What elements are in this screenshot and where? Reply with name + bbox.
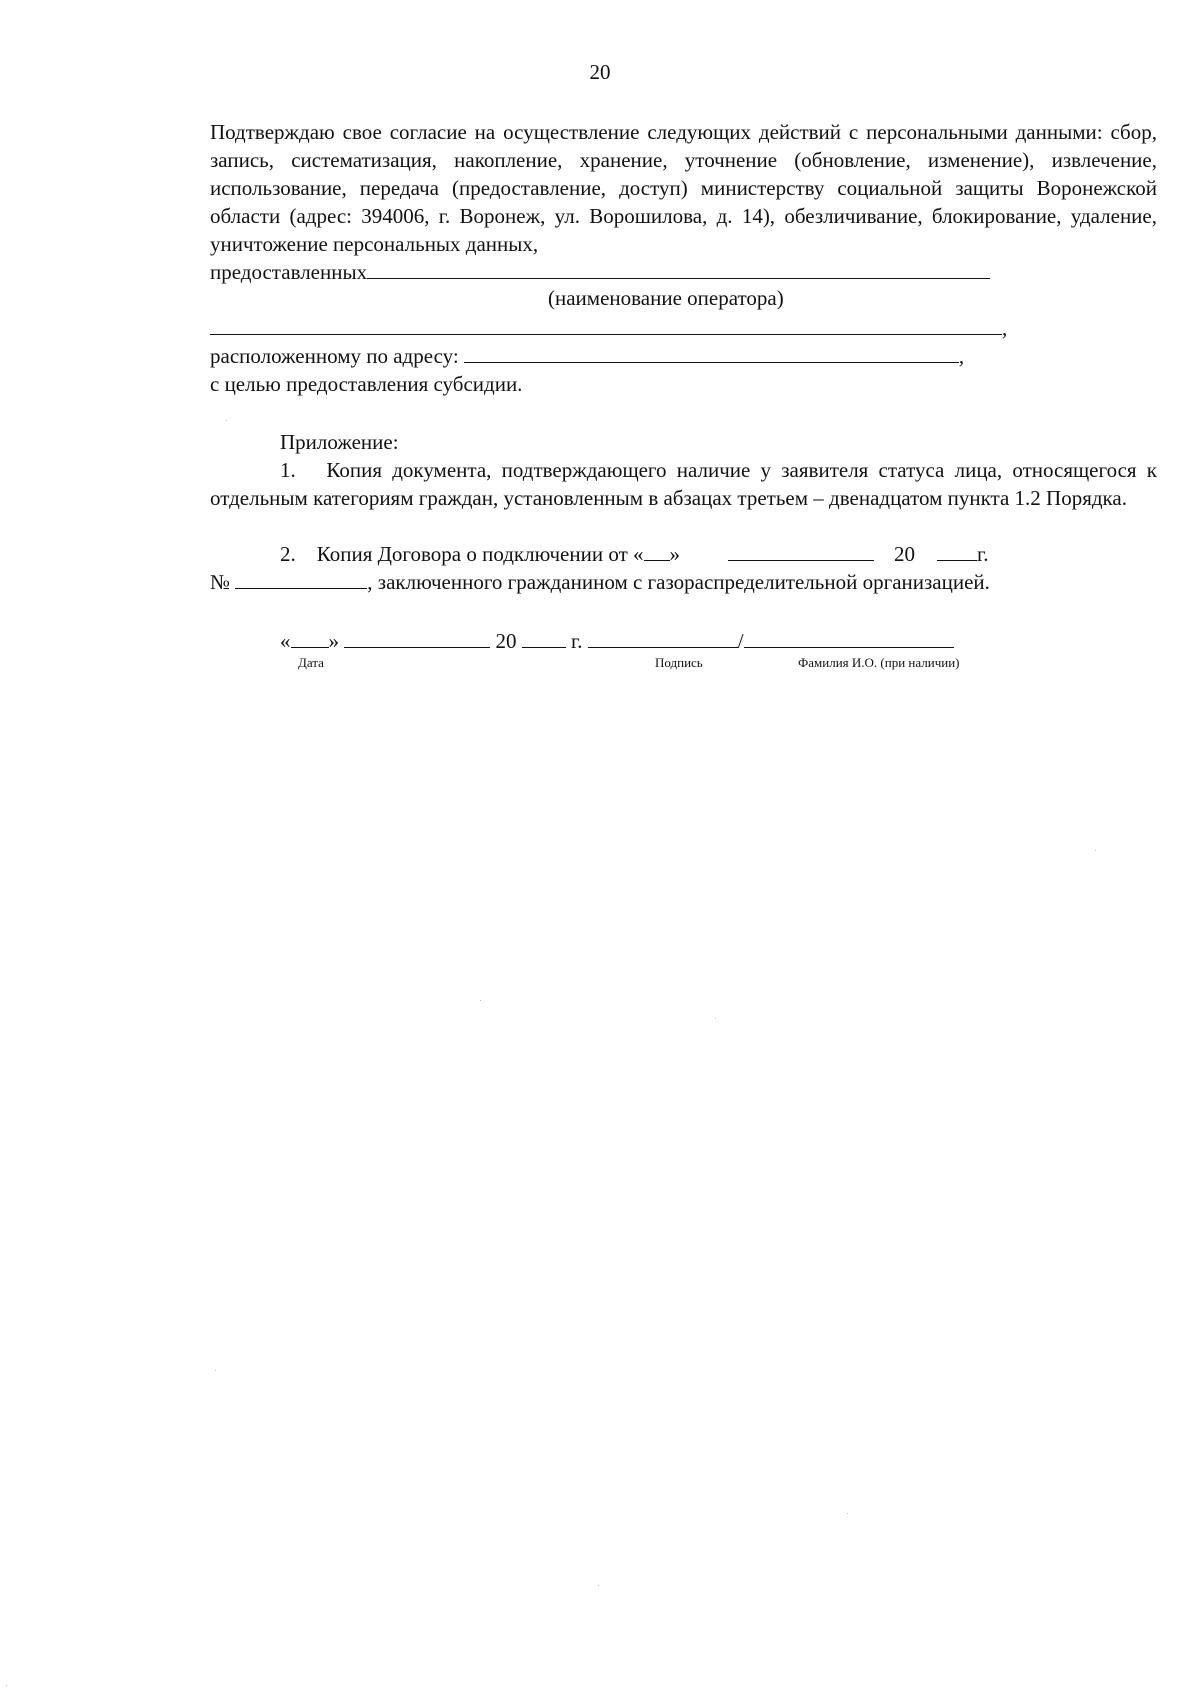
signature-blank[interactable] <box>588 627 738 648</box>
scan-speck <box>1095 850 1096 851</box>
date-label: Дата <box>298 655 324 670</box>
scan-speck <box>215 1370 216 1371</box>
item-number: 1. <box>280 458 296 482</box>
address-blank[interactable] <box>464 342 959 363</box>
attachment-item-2-line2 <box>210 568 1157 596</box>
contract-text: , заключенного гражданином с газораспределительной организацией. <box>367 570 990 594</box>
slash: / <box>737 629 744 653</box>
address-line <box>210 342 1157 370</box>
scan-speck <box>6 1685 7 1686</box>
close-quote: » <box>669 542 680 566</box>
close-quote: » <box>328 629 339 653</box>
scan-speck <box>598 1585 599 1586</box>
sign-month-blank[interactable] <box>344 627 490 648</box>
scan-speck <box>847 1513 848 1514</box>
purpose-line: с целью предоставления субсидии. <box>210 372 523 396</box>
sign-year-blank[interactable] <box>522 627 566 648</box>
provided-label: предоставленных <box>210 260 368 284</box>
year-prefix: 20 <box>495 629 517 653</box>
year-suffix: г. <box>977 542 989 566</box>
operator-name-continuation-blank[interactable] <box>210 314 1002 335</box>
comma: , <box>1002 316 1008 340</box>
signature-label: Подпись <box>655 655 703 670</box>
address-label: расположенному по адресу: <box>210 344 459 368</box>
scan-speck <box>226 420 227 421</box>
item-text: Копия документа, подтверждающего наличие у заявителя статуса лица, относящегося к отдельным категориям граждан, установленным в абзацах третьем – двенадцатом пункта 1.2 Порядка. <box>210 458 1158 510</box>
contract-number-blank[interactable] <box>235 568 367 589</box>
scan-speck <box>480 1000 481 1001</box>
contract-day-blank[interactable] <box>644 540 670 561</box>
scan-speck <box>715 1018 716 1019</box>
operator-name-blank[interactable] <box>367 258 990 279</box>
operator-continuation-line <box>210 314 1157 342</box>
number-sign: № <box>210 570 231 594</box>
year-prefix: 20 <box>894 542 915 566</box>
consent-paragraph: Подтверждаю свое согласие на осуществление следующих действий с персональными данными: сбор, запись, систематизация, накопление, хранение, уточнение (обновление, изменение), извлечение, использование, передача (предоставление, доступ) министерству социальной защиты Воронежской области (адрес: 394006, г. Воронеж, ул. Ворошилова, д. 14), обезличивание, блокирование, удаление, уничтожение персональных данных, <box>210 120 1157 256</box>
comma: , <box>958 344 965 368</box>
attachment-item-2-line1 <box>210 540 1157 568</box>
provided-line <box>210 258 1157 286</box>
signature-line <box>280 627 1000 655</box>
full-name-label: Фамилия И.О. (при наличии) <box>798 655 960 670</box>
contract-month-blank[interactable] <box>728 540 874 561</box>
item-number: 2. <box>280 542 296 566</box>
open-quote: « <box>280 629 291 653</box>
year-suffix: г. <box>571 629 583 653</box>
operator-caption: (наименование оператора) <box>548 286 784 310</box>
page-number: 20 <box>589 60 611 84</box>
sign-day-blank[interactable] <box>291 627 329 648</box>
attachment-item-1 <box>210 456 1157 512</box>
attachments-heading: Приложение: <box>280 430 399 454</box>
contract-label: Копия Договора о подключении от « <box>316 542 644 566</box>
contract-year-blank[interactable] <box>937 540 977 561</box>
full-name-blank[interactable] <box>744 627 954 648</box>
